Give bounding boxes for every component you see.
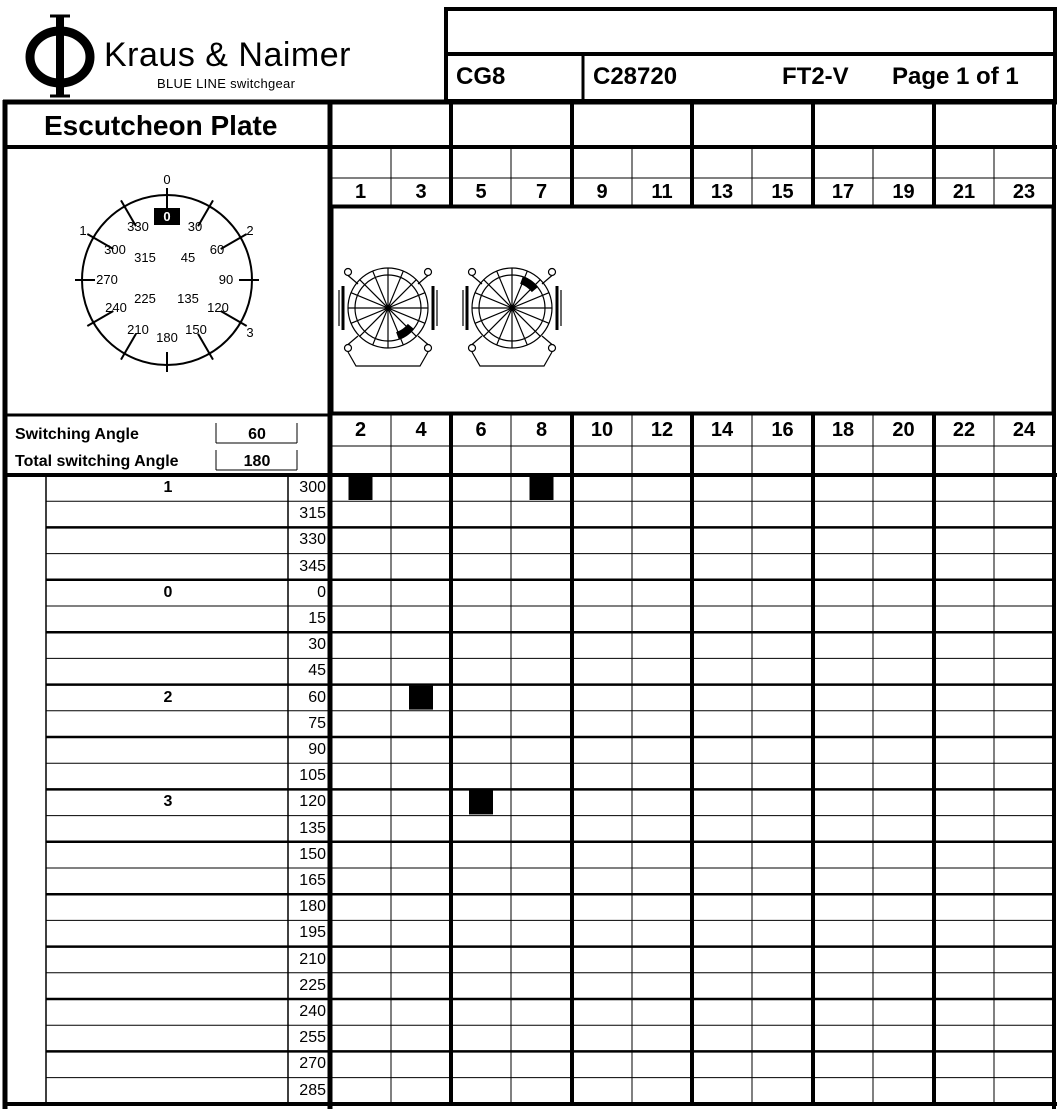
position-label-1: 1: [79, 223, 87, 238]
dial-angle-90: 90: [218, 272, 234, 287]
dial-angle-120: 120: [207, 300, 229, 315]
escutcheon-title: Escutcheon Plate: [44, 110, 278, 141]
contact-closed-mark: [469, 790, 493, 814]
contact-closed-mark: [349, 476, 373, 500]
company-tagline: BLUE LINE switchgear: [157, 76, 296, 91]
dial-angle-330: 330: [127, 219, 149, 234]
row-angle: 240: [299, 1003, 326, 1020]
terminal-bottom-12: 12: [650, 419, 674, 441]
position-label-3: 3: [246, 325, 254, 340]
brand-logo-icon: [30, 16, 90, 96]
row-position-label: 0: [163, 583, 173, 601]
dial-angle-225: 225: [134, 291, 156, 306]
row-angle: 120: [299, 793, 326, 811]
row-angle: 330: [299, 531, 326, 549]
terminal-bottom-8: 8: [535, 419, 548, 441]
page-indicator: Page 1 of 1: [892, 63, 1019, 90]
row-angle: 75: [308, 714, 326, 732]
row-angle: 30: [308, 636, 326, 654]
terminal-top-5: 5: [475, 181, 487, 203]
row-angle: 105: [299, 767, 326, 785]
row-angle: 255: [299, 1029, 326, 1047]
dial-angle-210: 210: [127, 322, 149, 337]
position-label-0: 0: [163, 172, 171, 187]
terminal-bottom-20: 20: [892, 419, 915, 441]
terminal-bottom-14: 14: [710, 419, 734, 441]
dial-angle-0: 0: [163, 209, 171, 224]
row-angle: 270: [299, 1055, 326, 1073]
row-angle: 300: [299, 479, 326, 496]
terminal-top-21: 21: [952, 181, 976, 203]
row-position-label: 1: [163, 479, 173, 496]
position-label-2: 2: [246, 223, 254, 238]
row-angle: 15: [308, 610, 326, 627]
total-angle-value: 180: [243, 453, 271, 470]
terminal-bottom-6: 6: [475, 419, 487, 441]
model-number: CG8: [456, 63, 506, 90]
row-angle: 90: [308, 741, 326, 758]
row-position-label: 2: [163, 688, 173, 706]
row-angle: 0: [317, 583, 326, 601]
terminal-top-23: 23: [1012, 181, 1036, 203]
terminal-bottom-10: 10: [590, 419, 614, 441]
row-angle: 150: [299, 845, 326, 863]
row-angle: 345: [299, 557, 326, 575]
contact-closed-mark: [409, 686, 433, 710]
switching-angle-label: Switching Angle: [15, 426, 139, 443]
row-angle: 195: [299, 924, 326, 942]
company-name: Kraus & Naimer: [104, 36, 351, 74]
dial-angle-300: 300: [104, 242, 126, 257]
terminal-top-15: 15: [771, 181, 794, 203]
row-position-label: 3: [163, 793, 173, 811]
terminal-top-13: 13: [710, 181, 734, 203]
terminal-top-1: 1: [354, 181, 367, 203]
row-angle: 315: [299, 505, 326, 523]
row-angle: 285: [299, 1081, 326, 1099]
row-angle: 60: [308, 688, 326, 706]
row-angle: 135: [299, 819, 326, 837]
terminal-bottom-24: 24: [1012, 419, 1036, 441]
terminal-top-17: 17: [831, 181, 855, 203]
drawing-number: C28720: [593, 63, 678, 90]
dial-angle-180: 180: [156, 330, 178, 345]
terminal-bottom-18: 18: [831, 419, 855, 441]
dial-angle-60: 60: [209, 242, 225, 257]
terminal-bottom-16: 16: [771, 419, 794, 441]
dial-angle-30: 30: [187, 219, 203, 234]
row-angle: 210: [299, 950, 326, 968]
terminal-bottom-4: 4: [415, 419, 427, 441]
row-angle: 225: [299, 976, 326, 994]
row-angle: 165: [299, 872, 326, 889]
terminal-top-7: 7: [535, 181, 548, 203]
escutcheon-dial: [75, 172, 259, 372]
row-angle: 180: [299, 898, 326, 916]
terminal-top-19: 19: [892, 181, 915, 203]
dial-angle-270: 270: [96, 272, 118, 287]
dial-angle-135: 135: [177, 291, 199, 306]
dial-angle-240: 240: [105, 300, 127, 315]
variant-code: FT2-V: [782, 63, 849, 90]
dial-angle-315: 315: [134, 250, 156, 265]
switching-angle-value: 60: [248, 426, 266, 443]
terminal-top-9: 9: [596, 181, 608, 203]
contact-closed-mark: [530, 476, 554, 500]
terminal-top-11: 11: [651, 181, 673, 203]
terminal-bottom-22: 22: [952, 419, 976, 441]
terminal-top-3: 3: [415, 181, 427, 203]
dial-angle-45: 45: [180, 250, 196, 265]
row-angle: 45: [308, 662, 326, 680]
total-angle-label: Total switching Angle: [15, 453, 179, 470]
dial-angle-150: 150: [185, 322, 207, 337]
terminal-bottom-2: 2: [354, 419, 367, 441]
